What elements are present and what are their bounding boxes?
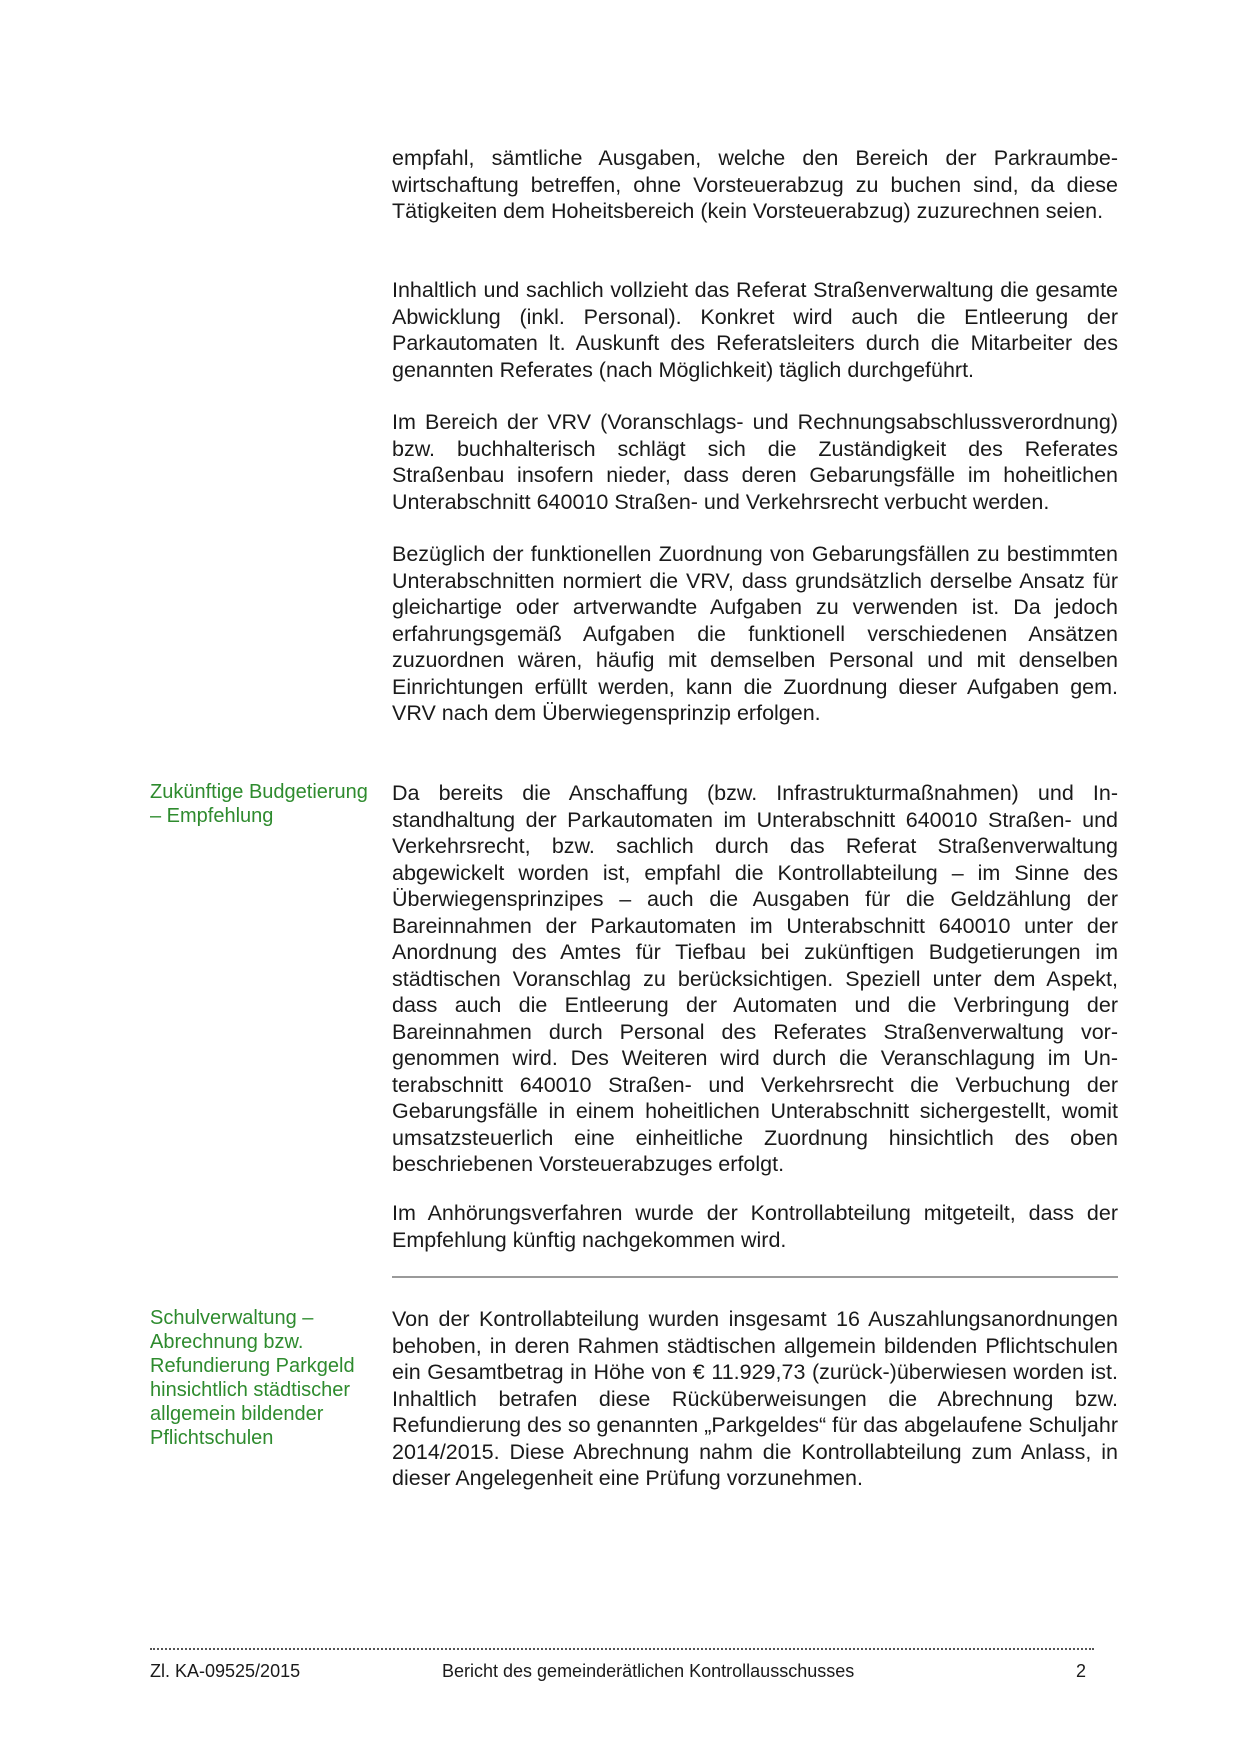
paragraph-7: Von der Kontrollabteilung wurden insgesamt 16 Auszahlungsanordnungen behoben, in deren Rahmen städtischen allgemein bildenden Pflichtschulen ein Gesamtbetrag in Höhe von € 11.929,73 (zurück-)überwiesen worden ist. Inhaltlich betrafen diese Rücküberweisungen die Abrechnung bzw. Refundierung des so genannten „Parkgeldes“ für das abgelaufene Schuljahr 2014/2015. Diese Abrechnung nahm die Kontrollabteilung zum Anlass, in dieser Angelegenheit eine Prüfung vorzunehmen. (392, 1307, 1118, 1490)
paragraph-6: Im Anhörungsverfahren wurde der Kontrollabteilung mitgeteilt, dass der Empfehlung künftig nachgekommen wird. (392, 1201, 1118, 1252)
margin-note-budgetierung: Zukünftige Budgetierung – Empfehlung (150, 781, 368, 827)
paragraph-4: Bezüglich der funktionellen Zuordnung von Gebarungsfällen zu bestimmten Unterabschnitten normiert die VRV, dass grundsätzlich derselbe Ansatz für gleichartige oder artverwandte Aufgaben zu verwenden ist. Da jedoch erfahrungsgemäß Aufgaben die funktionell verschiedenen Ansätzen zuzuordnen wären, häufig mit demselben Personal und mit denselben Einrichtungen erfüllt werden, kann die Zuordnung dieser Aufgaben gem. VRV nach dem Überwiegensprinzip erfolgen. (392, 542, 1118, 725)
section-divider (392, 1276, 1118, 1278)
paragraph-2: Inhaltlich und sachlich vollzieht das Referat Straßenverwaltung die gesamte Abwicklung (inkl. Personal). Konkret wird auch die Entleerung der Parkautomaten lt. Auskunft des Referatsleiters durch die Mitarbeiter des genannten Referates (nach Möglichkeit) täglich durchgeführt. (392, 278, 1118, 382)
paragraph-1: empfahl, sämtliche Ausgaben, welche den Bereich der Parkraumbewirtschaftung betreffen, ohne Vorsteuerabzug zu buchen sind, da diese Tätigkeiten dem Hoheitsbereich (kein Vorsteuerabzug) zuzurechnen seien. (392, 146, 1118, 223)
paragraph-3: Im Bereich der VRV (Voranschlags- und Rechnungsabschlussverordnung) bzw. buchhalterisch schlägt sich die Zuständigkeit des Referates Straßenbau insofern nieder, dass deren Gebarungsfälle im hoheitlichen Unterabschnitt 640010 Straßen- und Verkehrsrecht verbucht werden. (392, 410, 1118, 514)
paragraph-5: Da bereits die Anschaffung (bzw. Infrastrukturmaßnahmen) und Instandhaltung der Parkautomaten im Unterabschnitt 640010 Straßen- und Verkehrsrecht, bzw. sachlich durch das Referat Straßenverwaltung abgewickelt worden ist, empfahl die Kontrollabteilung – im Sinne des Überwiegensprinzipes – auch die Ausgaben für die Geldzählung der Bareinnahmen der Parkautomaten im Unterabschnitt 640010 unter der Anordnung des Amtes für Tiefbau bei zukünftigen Budgetierungen im städtischen Voranschlag zu berücksichtigen. Speziell unter dem Aspekt, dass auch die Entleerung der Automaten und die Verbringung der Bareinnahmen durch Personal des Referates Straßenverwaltung vorgenommen wird. Des Weiteren wird durch die Veranschlagung im Unterabschnitt 640010 Straßen- und Verkehrsrecht die Verbuchung der Gebarungsfälle in einem hoheitlichen Unterabschnitt sichergestellt, womit umsatzsteuerlich eine einheitliche Zuordnung hinsichtlich des oben beschriebenen Vorsteuerabzuges erfolgt. (392, 781, 1118, 1176)
footer-reference: Zl. KA-09525/2015 (150, 1661, 301, 1681)
footer-dotted-line (150, 1648, 1094, 1650)
footer-title: Bericht des gemeinderätlichen Kontrollausschusses (442, 1661, 855, 1681)
footer-page-number: 2 (1076, 1661, 1087, 1681)
margin-note-schulverwaltung: Schulverwaltung – Abrechnung bzw. Refundierung Parkgeld hinsichtlich städtischer allgemein bildender Pflichtschulen (150, 1307, 355, 1449)
